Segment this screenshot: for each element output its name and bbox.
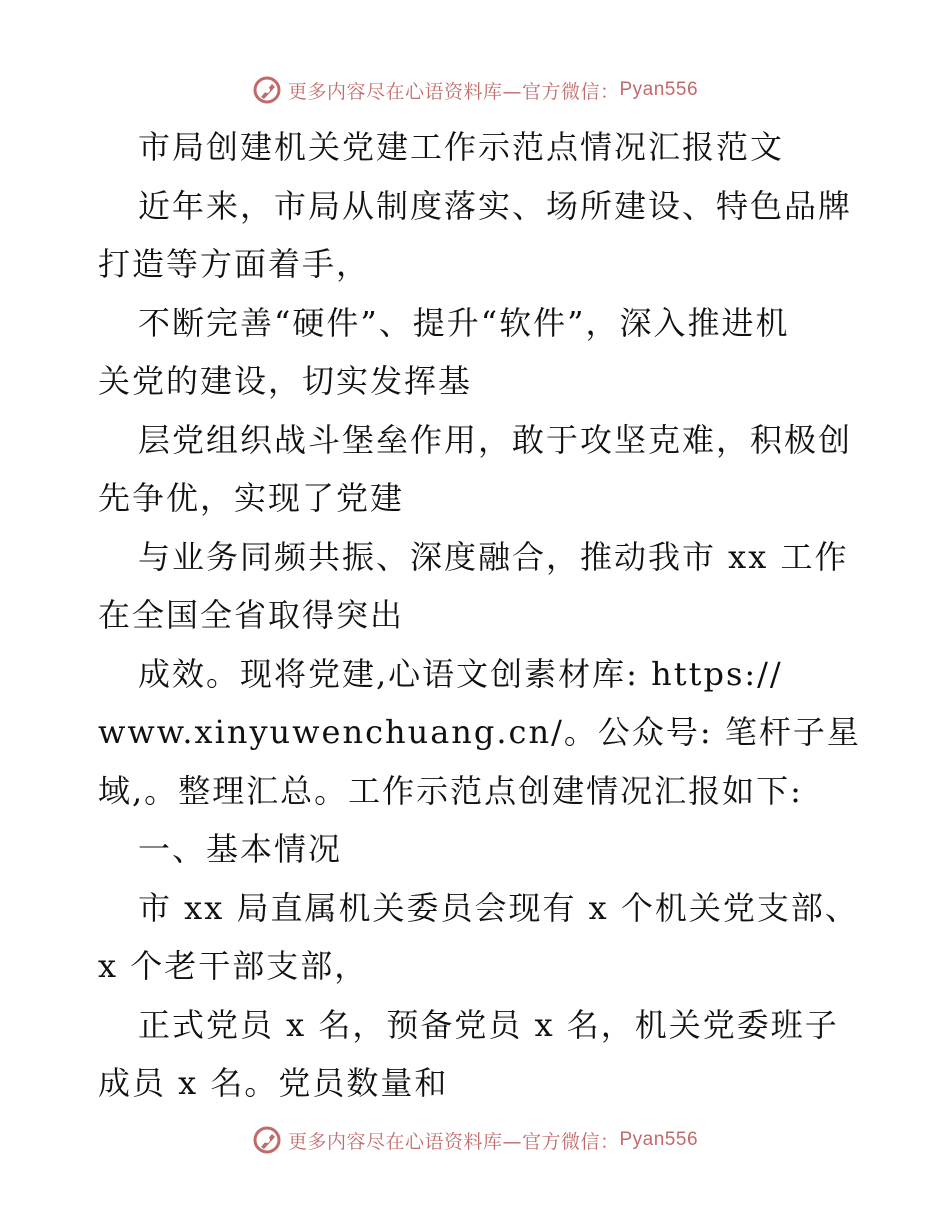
watermark-wechat-id: Pyan556 [619,1129,699,1150]
watermark-text: 更多内容尽在心语资料库—官方微信： [287,1130,620,1153]
pen-circle-icon [252,75,282,105]
text-line: 近年来，市局从制度落实、场所建设、特色品牌 [138,186,853,225]
text-line: 不断完善“硬件”、提升“软件”，深入推进机 [138,303,790,342]
header-watermark [0,70,950,110]
text-line: 关党的建设，切实发挥基 [98,362,473,400]
text-line: 正式党员 x 名，预备党员 x 名，机关党委班子 [138,1005,839,1044]
document-title: 市局创建机关党建工作示范点情况汇报范文 [138,128,785,166]
section-heading: 一、基本情况 [138,830,343,868]
pen-circle-icon [252,1125,282,1155]
text-line: www.xinyuwenchuang.cn/。公众号: 笔杆子星 [98,713,861,751]
text-line: 成效。现将党建,心语文创素材库: https:// [138,654,783,693]
text-line: 层党组织战斗堡垒作用，敢于攻坚克难，积极创 [138,420,853,459]
text-line: 先争优，实现了党建 [98,479,405,517]
text-line: 成员 x 名。党员数量和 [98,1064,449,1102]
text-line: 与业务同频共振、深度融合，推动我市 xx 工作 [138,537,849,576]
document-body [98,118,861,1113]
footer-watermark [0,1120,950,1160]
text-line: 域,。整理汇总。工作示范点创建情况汇报如下: [98,771,803,810]
text-line: 市 xx 局直属机关委员会现有 x 个机关党支部、 [138,888,859,927]
watermark-text: 更多内容尽在心语资料库—官方微信： [287,80,620,103]
text-line: 在全国全省取得突出 [98,596,405,634]
watermark-wechat-id: Pyan556 [619,79,699,100]
text-line: 打造等方面着手， [98,245,371,283]
text-line: x 个老干部支部， [98,947,369,985]
